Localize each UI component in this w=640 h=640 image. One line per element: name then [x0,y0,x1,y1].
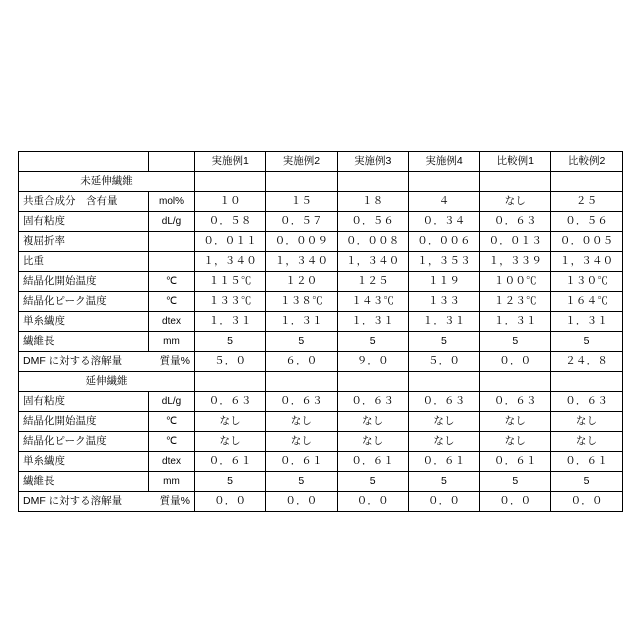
row-unit: mm [149,472,195,492]
table-row [19,392,623,412]
section-spacer-6 [551,372,622,392]
header-blank-label [19,152,149,172]
cell-value: ５．０ [195,352,266,372]
cell-value: ０．５７ [266,212,337,232]
row-label-text: 単糸繊度 [23,314,65,327]
cell-value: 5 [337,472,408,492]
column-header-2: 実施例2 [266,152,337,172]
cell-value: ０．０ [337,492,408,512]
cell-value: ０．０ [266,492,337,512]
cell-value: １，３４０ [266,252,337,272]
spec-table-body [19,152,623,512]
cell-value: 5 [480,472,551,492]
section-spacer-1 [195,372,266,392]
cell-value: １８ [337,192,408,212]
cell-value: １０ [195,192,266,212]
section-spacer-6 [551,172,622,192]
cell-value: ２４．８ [551,352,622,372]
cell-value: ０．００８ [337,232,408,252]
row-unit: dL/g [149,392,195,412]
row-label [19,252,149,272]
cell-value: ４ [408,192,479,212]
row-unit: ℃ [149,272,195,292]
table-header-row [19,152,623,172]
cell-value: ０．６３ [408,392,479,412]
row-unit: dL/g [149,212,195,232]
cell-value: １６４℃ [551,292,622,312]
row-label-text: 固有粘度 [23,394,65,407]
cell-value: １３３ [408,292,479,312]
cell-value: ０．６３ [195,392,266,412]
cell-value: ９．０ [337,352,408,372]
row-unit [149,232,195,252]
row-label-text: 複屈折率 [23,234,65,247]
cell-value: 5 [408,472,479,492]
row-label [19,332,149,352]
cell-value: ０．０ [480,492,551,512]
row-label [19,272,149,292]
table-row [19,352,623,372]
row-unit: ℃ [149,292,195,312]
table-row [19,252,623,272]
row-label-text: DMF に対する溶解量 [23,354,123,367]
column-header-4: 実施例4 [408,152,479,172]
cell-value: なし [408,412,479,432]
cell-value: 5 [337,332,408,352]
cell-value: １５ [266,192,337,212]
cell-value: なし [337,412,408,432]
row-unit [149,252,195,272]
cell-value: なし [480,412,551,432]
cell-value: なし [266,412,337,432]
cell-value: ０．０ [480,352,551,372]
cell-value: ０．０ [195,492,266,512]
section-spacer-3 [337,372,408,392]
cell-value: 5 [551,332,622,352]
section-spacer-1 [195,172,266,192]
row-label-text: 単糸繊度 [23,454,65,467]
row-label-text: 繊維長 [23,334,55,347]
cell-value: １４３℃ [337,292,408,312]
cell-value: ０．６１ [337,452,408,472]
table-row [19,192,623,212]
cell-value: ０．５８ [195,212,266,232]
column-header-3: 実施例3 [337,152,408,172]
cell-value: １２３℃ [480,292,551,312]
row-label-text: 繊維長 [23,474,55,487]
cell-value: ０．６１ [195,452,266,472]
cell-value: 5 [480,332,551,352]
row-label-text: 結晶化開始温度 [23,274,97,287]
cell-value: ０．５６ [337,212,408,232]
cell-value: なし [480,432,551,452]
cell-value: ０．００５ [551,232,622,252]
cell-value: ０．６１ [408,452,479,472]
cell-value: なし [195,432,266,452]
row-label-text: 結晶化ピーク温度 [23,294,107,307]
cell-value: ０．０ [408,492,479,512]
section-spacer-2 [266,372,337,392]
cell-value: １，３４０ [195,252,266,272]
section-spacer-5 [480,172,551,192]
cell-value: ０．０１３ [480,232,551,252]
cell-value: １．３１ [480,312,551,332]
row-unit: mol% [149,192,195,212]
cell-value: ０．６３ [551,392,622,412]
section-row-drawn [19,372,623,392]
section-spacer-2 [266,172,337,192]
row-label-text: 固有粘度 [23,214,65,227]
spec-table [18,151,623,512]
cell-value: １３３℃ [195,292,266,312]
column-header-6: 比較例2 [551,152,622,172]
section-spacer-4 [408,172,479,192]
row-label-suffix: 質量% [159,354,190,367]
cell-value: ０．０１１ [195,232,266,252]
table-row [19,472,623,492]
cell-value: １２５ [337,272,408,292]
cell-value: １，３３９ [480,252,551,272]
cell-value: １３０℃ [551,272,622,292]
row-label [19,392,149,412]
cell-value: なし [195,412,266,432]
row-label [19,212,149,232]
row-label [19,432,149,452]
cell-value: １．３１ [337,312,408,332]
cell-value: １．３１ [551,312,622,332]
row-label [19,192,149,212]
cell-value: ０．６１ [551,452,622,472]
cell-value: ０．００９ [266,232,337,252]
row-label [19,312,149,332]
cell-value: ０．６３ [480,212,551,232]
row-label-text: 結晶化開始温度 [23,414,97,427]
cell-value: １，３４０ [551,252,622,272]
cell-value: １１５℃ [195,272,266,292]
row-label [19,292,149,312]
cell-value: ０．３４ [408,212,479,232]
cell-value: 5 [408,332,479,352]
spec-table-container [18,151,622,512]
column-header-5: 比較例1 [480,152,551,172]
cell-value: ０．６３ [480,392,551,412]
cell-value: なし [266,432,337,452]
cell-value: ２５ [551,192,622,212]
section-row-undrawn [19,172,623,192]
cell-value: なし [551,412,622,432]
row-label [19,232,149,252]
table-row [19,232,623,252]
cell-value: ６．０ [266,352,337,372]
row-label-text: DMF に対する溶解量 [23,494,123,507]
section-label-drawn: 延伸繊維 [19,372,195,392]
row-label [19,352,195,372]
cell-value: １．３１ [408,312,479,332]
cell-value: ０．６１ [480,452,551,472]
cell-value: ０．６１ [266,452,337,472]
cell-value: 5 [266,472,337,492]
table-row [19,272,623,292]
cell-value: なし [480,192,551,212]
cell-value: １１９ [408,272,479,292]
cell-value: ０．００６ [408,232,479,252]
cell-value: ５．０ [408,352,479,372]
cell-value: １００℃ [480,272,551,292]
column-header-1: 実施例1 [195,152,266,172]
cell-value: 5 [195,332,266,352]
row-label-text: 比重 [23,254,44,267]
table-row [19,332,623,352]
cell-value: なし [551,432,622,452]
cell-value: １，３５３ [408,252,479,272]
row-label-text: 結晶化ピーク温度 [23,434,107,447]
cell-value: ０．０ [551,492,622,512]
cell-value: ０．６３ [337,392,408,412]
row-label [19,472,149,492]
section-spacer-5 [480,372,551,392]
row-label-text: 共重合成分 含有量 [23,194,118,207]
cell-value: なし [408,432,479,452]
section-spacer-3 [337,172,408,192]
row-unit: ℃ [149,432,195,452]
row-label [19,452,149,472]
row-unit: dtex [149,452,195,472]
table-row [19,212,623,232]
table-row [19,292,623,312]
cell-value: １，３４０ [337,252,408,272]
cell-value: １２０ [266,272,337,292]
row-label [19,412,149,432]
table-row [19,432,623,452]
cell-value: ０．５６ [551,212,622,232]
cell-value: ０．６３ [266,392,337,412]
cell-value: １．３１ [195,312,266,332]
table-row [19,492,623,512]
section-label-undrawn: 未延伸繊維 [19,172,195,192]
table-row [19,412,623,432]
cell-value: 5 [195,472,266,492]
table-row [19,452,623,472]
cell-value: 5 [266,332,337,352]
row-unit: ℃ [149,412,195,432]
table-row [19,312,623,332]
cell-value: １．３１ [266,312,337,332]
row-label-suffix: 質量% [159,494,190,507]
section-spacer-4 [408,372,479,392]
cell-value: １３８℃ [266,292,337,312]
row-label [19,492,195,512]
row-unit: mm [149,332,195,352]
row-unit: dtex [149,312,195,332]
cell-value: なし [337,432,408,452]
cell-value: 5 [551,472,622,492]
header-blank-unit [149,152,195,172]
